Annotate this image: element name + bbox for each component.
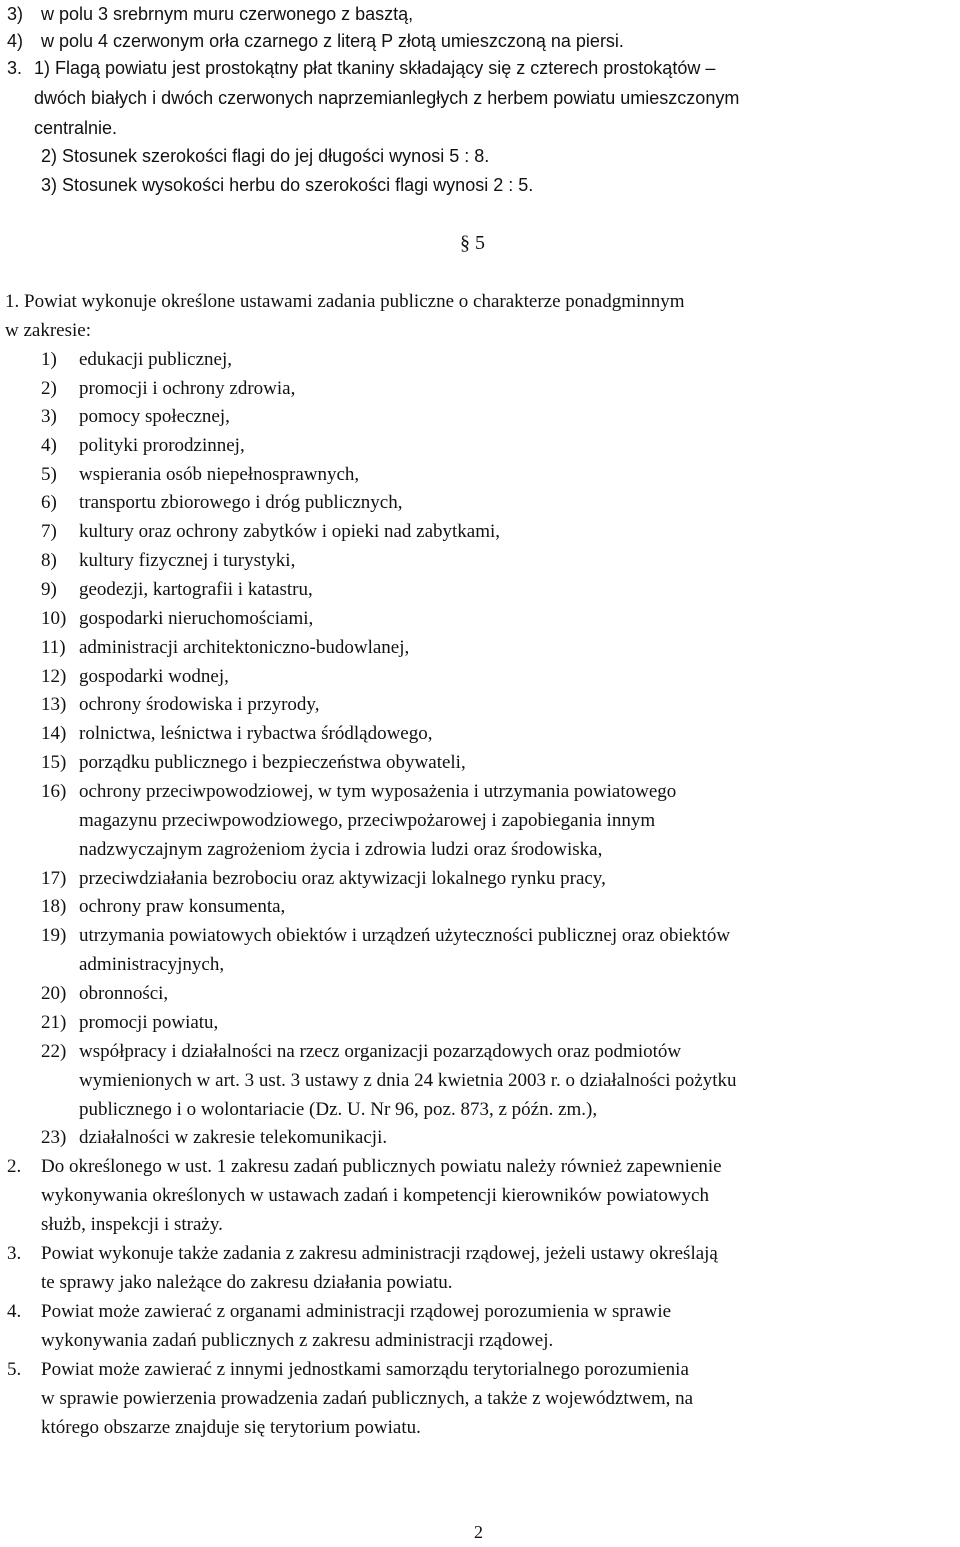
list-item-number: 15) [41,752,67,773]
list-item-number: 18) [41,896,67,917]
list-item-text: pomocy społecznej, [79,406,230,427]
list-item-text: ochrony środowiska i przyrody, [79,694,320,715]
list-item-text: administracji architektoniczno-budowlanej, [79,637,410,658]
list-item-number: 8) [41,550,57,571]
flag-item-3: 3) Stosunek wysokości herbu do szerokości flagi wynosi 2 : 5. [41,175,534,195]
list-item-number: 11) [41,637,66,658]
list-item-text: promocji i ochrony zdrowia, [79,378,296,399]
list-item-text: edukacji publicznej, [79,349,232,370]
list-item-number: 21) [41,1012,67,1033]
list-item-number: 2) [41,378,57,399]
list-item-text: geodezji, kartografii i katastru, [79,579,313,600]
list-item-number: 6) [41,492,57,513]
list-item-text: obronności, [79,983,169,1004]
list-item-text: porządku publicznego i bezpieczeństwa obywateli, [79,752,466,773]
list-item-text: kultury fizycznej i turystyki, [79,550,296,571]
flag-item-1-line: centralnie. [34,118,118,138]
list-item-number: 4) [41,435,57,456]
list-item-text: przeciwdziałania bezrobociu oraz aktywizacji lokalnego rynku pracy, [79,868,606,889]
list-item-number: 16) [41,781,67,802]
list-item-text: publicznego i o wolontariacie (Dz. U. Nr 96, poz. 873, z późn. zm.), [79,1099,598,1120]
paragraph-number: 2. [7,1156,22,1177]
paragraph-line: w sprawie powierzenia prowadzenia zadań publicznych, a także z województwem, na [41,1388,694,1409]
list-item-number: 12) [41,666,67,687]
paragraph-number: 4. [7,1301,22,1322]
list-item-text: polityki prorodzinnej, [79,435,245,456]
list-item-number: 13) [41,694,67,715]
list-item-text: transportu zbiorowego i dróg publicznych, [79,492,403,513]
list-item-number: 7) [41,521,57,542]
list-item-text: gospodarki nieruchomościami, [79,608,314,629]
list-item-number: 19) [41,925,67,946]
list-item-number: 3) [41,406,57,427]
list-item-number: 1) [41,349,57,370]
list-item-text: gospodarki wodnej, [79,666,229,687]
list-item-text: rolnictwa, leśnictwa i rybactwa śródlądowego, [79,723,433,744]
paragraph-line: Powiat może zawierać z innymi jednostkami samorządu terytorialnego porozumienia [41,1359,689,1380]
list-item-text: administracyjnych, [79,954,225,975]
paragraph-number: 5. [7,1359,22,1380]
list-item-text: utrzymania powiatowych obiektów i urządzeń użyteczności publicznej oraz obiektów [79,925,731,946]
top-list-number: 3) [7,4,24,24]
list-item-number: 9) [41,579,57,600]
para1-lead-line: 1. Powiat wykonuje określone ustawami zadania publiczne o charakterze ponadgminnym [5,291,685,312]
section-mark: § 5 [460,232,485,254]
list-item-text: współpracy i działalności na rzecz organizacji pozarządowych oraz podmiotów [79,1041,682,1062]
list-item-number: 23) [41,1127,67,1148]
para1-lead-line: w zakresie: [5,320,91,341]
list-item-number: 14) [41,723,67,744]
top-list-text: w polu 4 czerwonym orła czarnego z literą P złotą umieszczoną na piersi. [41,31,624,51]
flag-item-1-line: 1) Flagą powiatu jest prostokątny płat tkaniny składający się z czterech prostokątów – [34,58,716,78]
list-item-number: 5) [41,464,57,485]
paragraph-line: Powiat wykonuje także zadania z zakresu administracji rządowej, jeżeli ustawy określają [41,1243,718,1264]
list-item-number: 22) [41,1041,67,1062]
paragraph-line: którego obszarze znajduje się terytorium powiatu. [41,1417,421,1438]
list-item-number: 20) [41,983,67,1004]
top-list-number: 4) [7,31,24,51]
paragraph-line: służb, inspekcji i straży. [41,1214,223,1235]
top-list-text: w polu 3 srebrnym muru czerwonego z basztą, [41,4,414,24]
list-item-text: ochrony przeciwpowodziowej, w tym wyposażenia i utrzymania powiatowego [79,781,677,802]
page-number: 2 [474,1522,483,1542]
list-item-text: działalności w zakresie telekomunikacji. [79,1127,388,1148]
flag-item-2: 2) Stosunek szerokości flagi do jej długości wynosi 5 : 8. [41,146,490,166]
paragraph-line: te sprawy jako należące do zakresu działania powiatu. [41,1272,453,1293]
list-item-text: magazynu przeciwpowodziowego, przeciwpożarowej i zapobiegania innym [79,810,656,831]
paragraph-line: wykonywania zadań publicznych z zakresu administracji rządowej. [41,1330,554,1351]
section-number: 3. [7,58,23,78]
list-item-text: wspierania osób niepełnosprawnych, [79,464,360,485]
list-item-text: nadzwyczajnym zagrożeniom życia i zdrowia ludzi oraz środowiska, [79,839,603,860]
list-item-number: 17) [41,868,67,889]
list-item-text: promocji powiatu, [79,1012,219,1033]
list-item-text: ochrony praw konsumenta, [79,896,286,917]
paragraph-line: Do określonego w ust. 1 zakresu zadań publicznych powiatu należy również zapewnienie [41,1156,722,1177]
paragraph-line: Powiat może zawierać z organami administracji rządowej porozumienia w sprawie [41,1301,672,1322]
list-item-text: kultury oraz ochrony zabytków i opieki nad zabytkami, [79,521,501,542]
flag-item-1-line: dwóch białych i dwóch czerwonych naprzemianległych z herbem powiatu umieszczonym [34,88,740,108]
list-item-number: 10) [41,608,67,629]
paragraph-number: 3. [7,1243,22,1264]
list-item-text: wymienionych w art. 3 ust. 3 ustawy z dnia 24 kwietnia 2003 r. o działalności pożytku [79,1070,737,1091]
paragraph-line: wykonywania określonych w ustawach zadań i kompetencji kierowników powiatowych [41,1185,709,1206]
